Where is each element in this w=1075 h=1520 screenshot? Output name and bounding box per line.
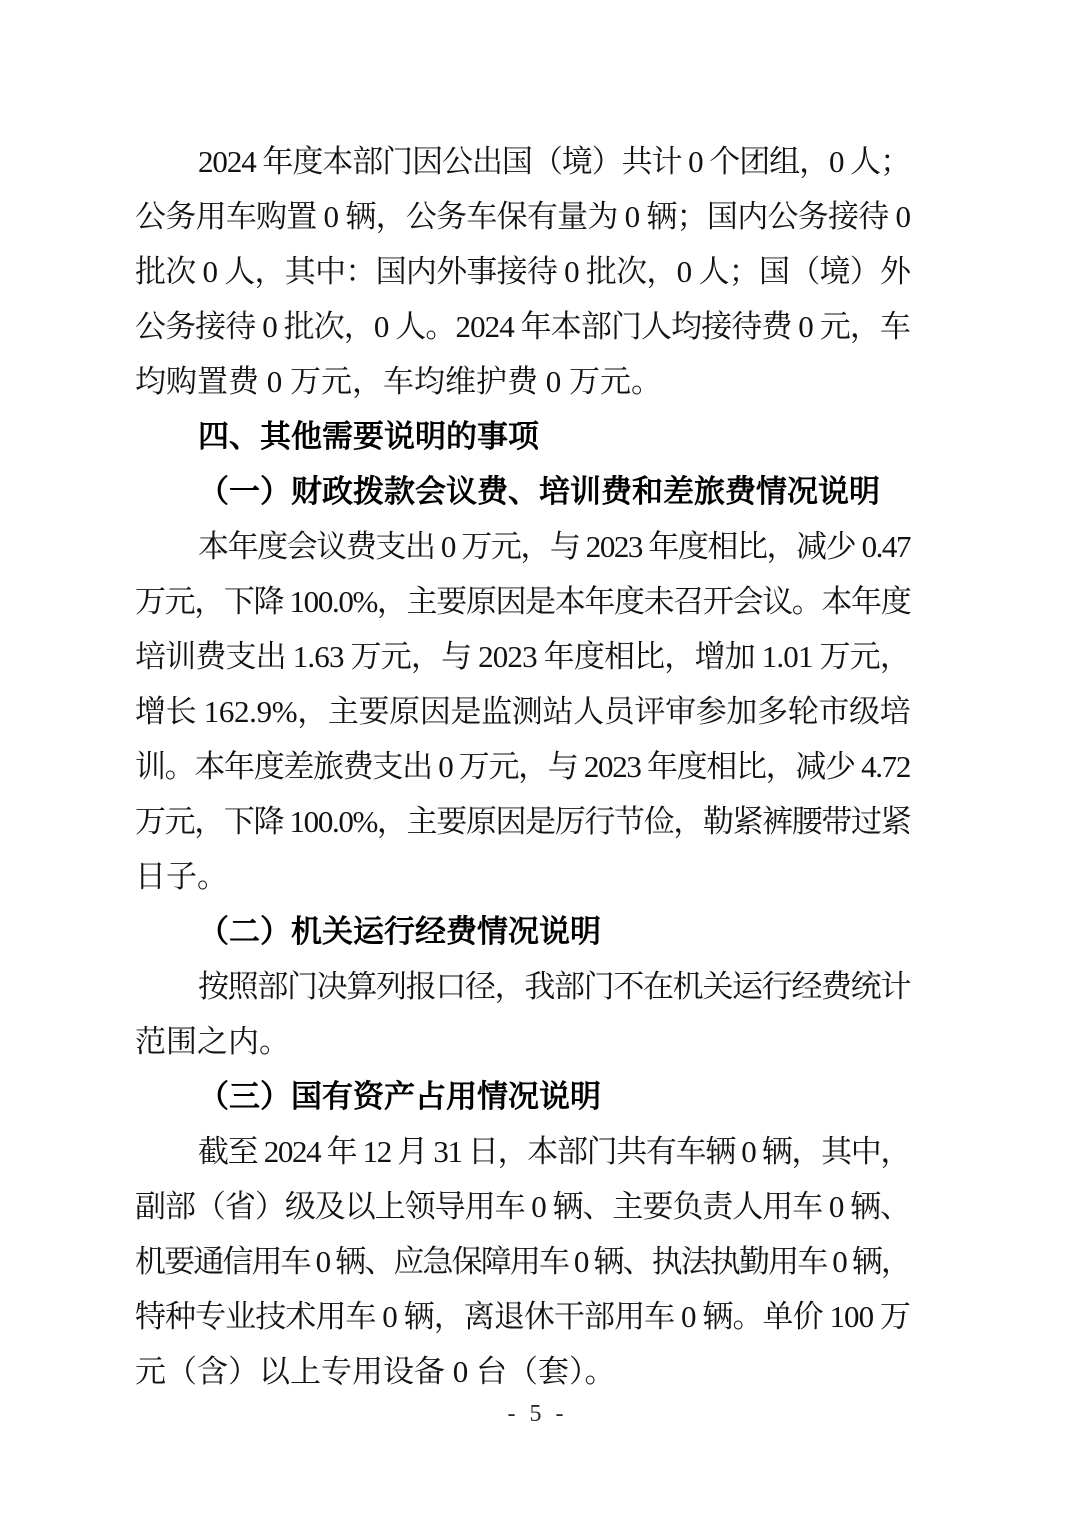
- paragraph-line: 增长 162.9%，主要原因是监测站人员评审参加多轮市级培: [135, 694, 911, 729]
- paragraph-line: 本年度会议费支出 0 万元，与 2023 年度相比，减少 0.47: [198, 529, 910, 564]
- paragraph-line: 公务接待 0 批次，0 人。2024 年本部门人均接待费 0 元，车: [135, 309, 910, 344]
- section-heading: 四、其他需要说明的事项: [198, 419, 539, 454]
- paragraph-line: 训。本年度差旅费支出 0 万元，与 2023 年度相比，减少 4.72: [135, 749, 910, 784]
- subsection-heading: （三）国有资产占用情况说明: [198, 1079, 601, 1114]
- paragraph-line: 机要通信用车 0 辆、应急保障用车 0 辆、执法执勤用车 0 辆，: [135, 1244, 910, 1279]
- page-number: - 5 -: [507, 1401, 568, 1427]
- paragraph-line: 特种专业技术用车 0 辆，离退休干部用车 0 辆。单价 100 万: [135, 1299, 910, 1334]
- paragraph-line: 副部（省）级及以上领导用车 0 辆、主要负责人用车 0 辆、: [135, 1189, 910, 1224]
- paragraph-line: 2024 年度本部门因公出国（境）共计 0 个团组，0 人；: [198, 144, 910, 179]
- paragraph-line: 日子。: [135, 859, 228, 894]
- paragraph-line: 万元，下降 100.0%，主要原因是本年度未召开会议。本年度: [135, 584, 911, 619]
- paragraph-line: 截至 2024 年 12 月 31 日，本部门共有车辆 0 辆，其中，: [198, 1134, 910, 1169]
- subsection-heading: （二）机关运行经费情况说明: [198, 914, 601, 949]
- paragraph-line: 公务用车购置 0 辆，公务车保有量为 0 辆；国内公务接待 0: [135, 199, 911, 234]
- subsection-heading: （一）财政拨款会议费、培训费和差旅费情况说明: [198, 474, 880, 509]
- document-body: [135, 134, 910, 1399]
- paragraph-line: 均购置费 0 万元，车均维护费 0 万元。: [135, 364, 662, 399]
- paragraph-line: 按照部门决算列报口径，我部门不在机关运行经费统计: [198, 969, 910, 1004]
- paragraph-line: 万元，下降 100.0%，主要原因是厉行节俭，勒紧裤腰带过紧: [135, 804, 911, 839]
- paragraph-line: 培训费支出 1.63 万元，与 2023 年度相比，增加 1.01 万元，: [135, 639, 910, 674]
- paragraph-line: 批次 0 人，其中：国内外事接待 0 批次，0 人；国（境）外: [135, 254, 911, 289]
- paragraph-line: 范围之内。: [135, 1024, 290, 1059]
- paragraph-line: 元（含）以上专用设备 0 台（套）。: [135, 1354, 616, 1389]
